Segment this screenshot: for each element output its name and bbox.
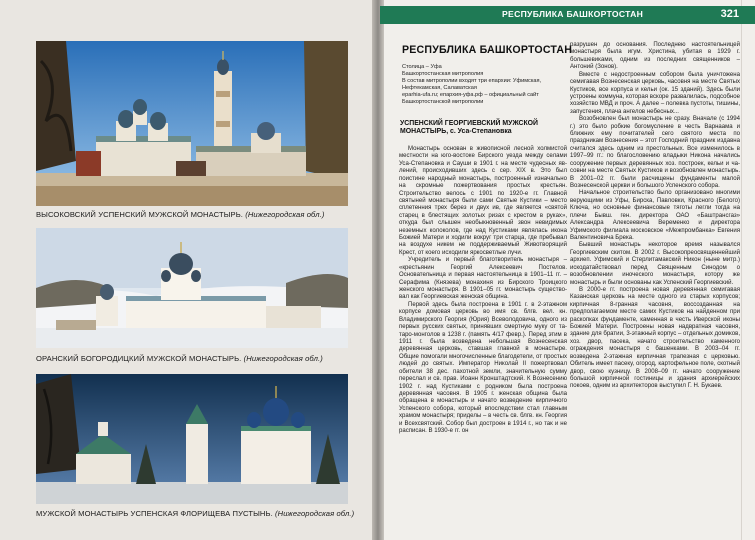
page-edge [741, 0, 742, 540]
paragraph: разрушен до основания. Последнею настоятельницей монастыря была игум. Христина, убитая в 1929 г. большевиками, одним из последних священников – Антоний (Зонов). [570, 42, 740, 71]
meta-line: eparhia-ufa.ru; епархия-уфа.рф – официальный сайт [402, 92, 539, 99]
paragraph: В 2000-е гг. построена новая деревянная семигавая Казанская церковь на месте одного из старых корпусов; кирпичная 8-гранная часовня, воссозданная на предполагаемом месте самих Кустиков на найденном при раскопках фундаменте, каменная в честь Иверской иконы Божией Матери. Построены новая надвратная часовня, здание для братии, 3-этажный корпус – отдельных домиков, хоз. двор, пасека, начато строительство каменного ограждения монастыря с башенками. В 2003–04 гг. возведена 2-этажная кирпичная трапезная с церковью. Обитель имеет пасеку, огород, картофельное поле, скотный двор, свою кузницу. В 2008–09 гг. начато сооружение большой кирпичной гостиницы и здания архиерейских покоев, одним из архитекторов выступил Г. Н. Букаев. [570, 286, 740, 390]
monastery-heading: УСПЕНСКИЙ ГЕОРГИЕВСКИЙ МУЖСКОЙ МОНАСТЫРЬ, с. Уса-Степановка [400, 120, 538, 136]
running-title: РЕСПУБЛИКА БАШКОРТОСТАН [502, 9, 644, 19]
meta-line: Нефтекамская, Салаватская [402, 85, 477, 92]
meta-line: Башкортостанской митрополии [402, 99, 484, 106]
paragraph: Первой здесь была построена в 1901 г. в 2-этажном корпусе домовая церковь во имя св. блгв. вел. кн. Владимирского Георгия (Юрия) Всеволодовича, одного из первых русских святых, принявших смертную муку от татаро-монголов в 1238 г. (память 4/17 февр.). Перед этим в 1911 г. была возведена небольшая Вознесенская деревянная церковь, ставшая главной в монастыре. Общие помогали многочисленные благодетели, от простых людей до святых. Император Николай II пожертвовал обители 38 дес. пахотной земли, значительную сумму переслал и св. прав. Иоанн Кронштадтский. К Вознесению 1902 г. над Кустиками с родником была построена деревянная часовня. В 1905 г. женская община была обращена в монастырь и начато возведение кирпичного Успенского собора, который впоследствии стал главным храмом монастыря; приделы – в честь св. блгв. кн. Георгия и Всехсвятский. Собор был достроен в 1914 г., но так и не расписан. В 1930-е гг. он [399, 301, 567, 435]
photo-vysokovsky-monastery [36, 41, 348, 206]
paragraph: Вместе с недостроенным собором была уничтожена семигавая Вознесенская церковь, часовня на месте Святых Кустиков, все корпуса и кельи (ок. 15 зданий). Здесь были устроены коммуна, которая вскоре развалилась, подсобное хозяйство МВД и проч. А далее – полевка пустоты, тишины, запустения, плача ангелов небесных... [570, 71, 740, 115]
paragraph: Начальное строительство было организовано многими верующими из Уфы, Бирска, Павловки, Красного (Белого) Ключа, но основные финансовые тяготы легли тогда на плечи Бывш. ген. директора ОАО «Баштрансгаз» Александра Алексеевича Веременко и директора Уфимского филиала московское «Межпромбанка» Евгения Валентиновича Брека. [570, 190, 740, 241]
caption-florishcheva: МУЖСКОЙ МОНАСТЫРЬ УСПЕНСКАЯ ФЛОРИЩЕВА ПУСТЫНЬ. (Нижегородская обл.) [36, 509, 355, 518]
paragraph: Возобновлен был монастырь не сразу. Вначале (с 1994 г.) это было робкие богомусление в честь Варнаама и ближних ему почитателей сего святого места по праздникам Вознесения – этот Господний праздник издавна считался здесь одним из престольных. Все изменилось в 1997–99 гг.: по благословению владыки Никона начались сооружение первых деревянных хоз. построек, кельи и часовни на месте Святых Кустиков и возобновлен монастырь. В 2001–02 гг. были расчищены фундаменты малой Вознесенской церкви и большого Успенского собора. [570, 116, 740, 190]
caption-oransky: ОРАНСКИЙ БОГОРОДИЦКИЙ МУЖСКОЙ МОНАСТЫРЬ. (Нижегородская обл.) [36, 354, 323, 363]
paragraph: Монастырь основан в живописной лесной холмистой местности на юго-востоке Бирского уезда между селами Уса-Степановка и Сауши в 1901 г. на месте чудесных явлений, происходивших здесь с сер. XIX в. Это был поистине народный монастырь, построенный изначально на скромные пожертвования простых крестьян. Строительство велось с 1901 по 1920-е гг. Главной святыней монастыря были сами Святые Кустики – место сплетенния трех берез и двух ив, где является «святой старец в блестящих золотых ризах с крестом в руках», откуда был слышен необыкновенный звон невидимых неземных колоколов, где над Кустиками являлась икона Божией Матери и ходили вокруг три старца, где пребывал на воздухе никем не поддерживаемый Животворящий Крест, от коего исходили яркосветлые лучи. [399, 146, 567, 256]
book-gutter [372, 0, 384, 540]
paragraph: Бывший монастырь некоторое время назывался Георгиевским скитом. В 2002 г. Высокопреосвященнейший архиеп. Уфимский и Стерлитамакский Никон (ныне митр.) искодатайствовал перед Священным Синодом о возобновлении иноческого монастыря, котору же монастырь и были основаны как Успенский Георгиевский. [570, 242, 740, 286]
region-info [402, 64, 572, 107]
photo-oransky-monastery [36, 228, 348, 348]
meta-line: В состав митрополии входят три епархии: Уфимская, [402, 78, 542, 85]
page-number: 321 [720, 8, 739, 20]
running-header [380, 6, 755, 24]
section-title: РЕСПУБЛИКА БАШКОРТОСТАН [402, 44, 573, 56]
photo-florishcheva-monastery [36, 374, 348, 504]
paragraph: Учредитель и первый благотворитель монастыря – «крестьянин Георгий Алексеевич Постелов. Основательница и первая настоятельница в 1901–11 гг. – Серафима (Князева) монахиня из Бирского Троицкого женского монастыря. В 1901–05 гг. монастырь существовал как Георгиевская женская община. [399, 257, 567, 301]
meta-line: Столица – Уфа [402, 64, 442, 70]
meta-line: Башкортостанская митрополия [402, 71, 484, 78]
text-column-left [399, 146, 567, 435]
caption-vysokovsky: ВЫСОКОВСКИЙ УСПЕНСКИЙ МУЖСКОЙ МОНАСТЫРЬ. (Нижегородская обл.) [36, 210, 325, 219]
text-column-right [570, 42, 740, 391]
